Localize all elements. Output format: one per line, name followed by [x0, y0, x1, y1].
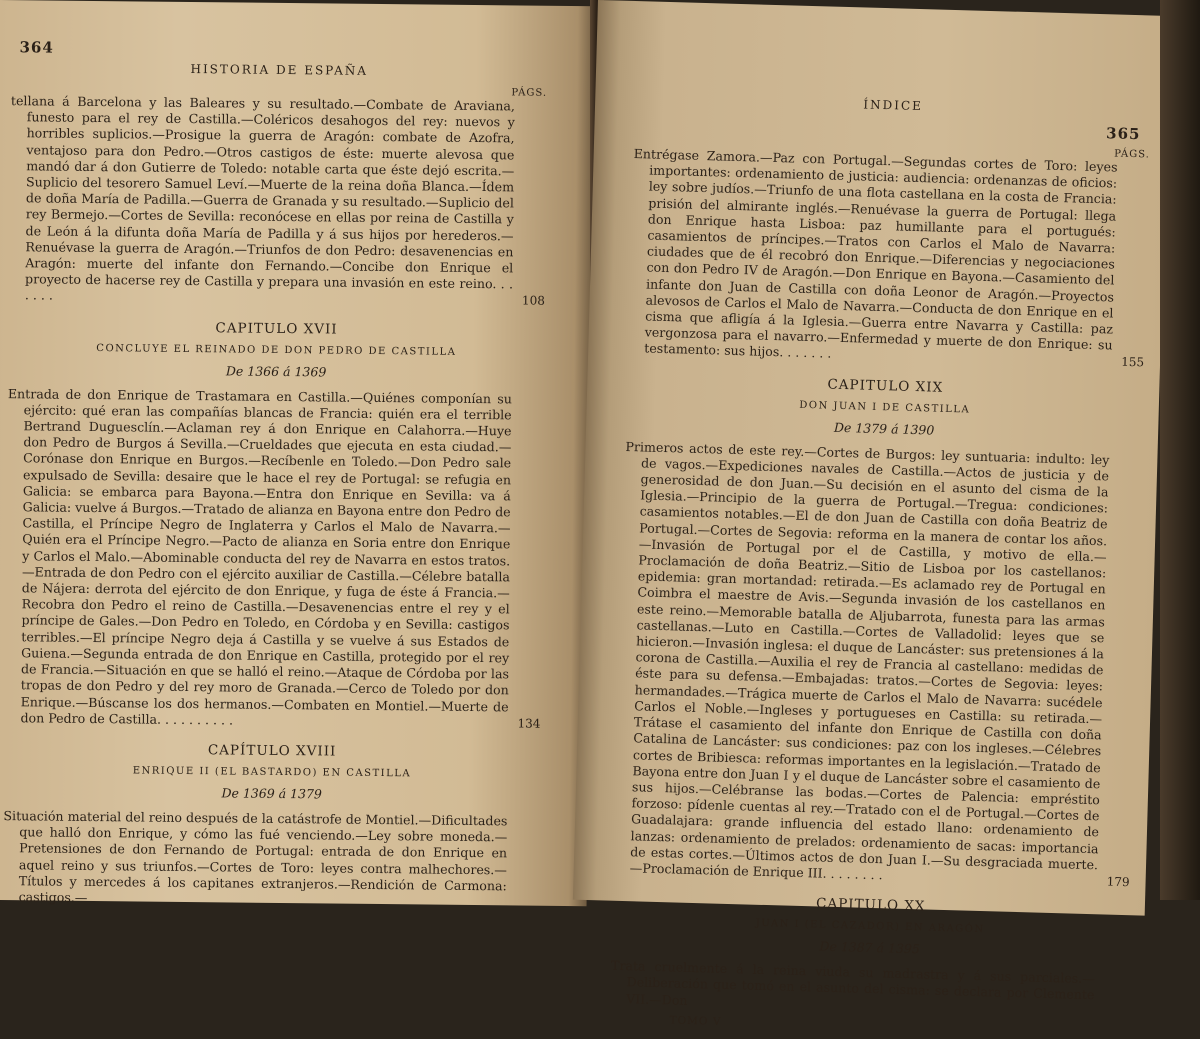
chapter-subtitle: ENRIQUE II (EL BASTARDO) EN CASTILLA [132, 765, 412, 780]
chapter-title: CAPITULO XVII [215, 319, 338, 338]
chapter-dates: De 1387 á 1395 [819, 938, 921, 957]
chapter-subtitle: JUAN I (EL CAZADOR) EN ARAGÓN [755, 917, 985, 936]
page-number: 365 [1105, 124, 1141, 144]
entry-text: Primeros actos de este rey.—Cortes de Burgos: ley suntuaria: indulto: ley de vagos.—Expediciones navales de Castilla.—Actos de justicia y de generosidad de don Juan.—Su decisión en el asunto del cisma de la Iglesia.—Principio de la guerra de Portugal.—Tregua: condiciones: casamientos notables.—El de don Juan de Castilla con doña Beatriz de Portugal.—Cortes de Segovia: reforma en la manera de contar los años.—Invasión de Portugal por el de Castilla, y motivo de ella.—Proclamación de doña Beatriz.—Sitio de Lisboa por los castellanos: epidemia: gran mortandad: retirada.—Es aclamado rey de Portugal en Coimbra el maestre de Avis.—Segunda invasión de los castellanos en este reino.—Memorable batalla de Aljubarrota, funesta para las armas castellanas.—Luto en Castilla.—Cortes de Valladolid: leyes que se hicieron.—Invasión inglesa: el duque de Lancáster: sus pretensiones á la corona de Castilla.—Auxilia el rey de Francia al castellano: medidas de éste para su defensa.—Embajadas: tratos.—Cortes de Segovia: leyes: hermandades.—Trágica muerte de Carlos el Malo de Navarra: sucédele Carlos el Noble.—Ingleses y portugueses en Castilla: su retirada.—Trátase el casamiento del infante don Enrique de Castilla con doña Catalina de Lancáster: sus condiciones: paz con los ingleses.—Célebres cortes de Bribiesca: reformas importantes en la legislación.—Tratado de Bayona entre don Juan I y el duque de Lancáster sobre el casamiento de sus hijos.—Celébranse las bodas.—Cortes de Palencia: empréstito forzoso: pídenle cuentas al rey.—Tratado con el de Portugal.—Cortes de Guadalajara: grande influencia del estado llano: ordenamiento de lanzas: ordenamiento de prelados: ordenamiento de sacas: importancia de estas cortes.—Últimos actos de don Juan I.—Su desgraciada muerte.—Proclamación de Enrique III. . . . . . . . [625, 438, 1110, 883]
book-cover-edge [1160, 0, 1200, 900]
right-page [573, 0, 1170, 1028]
chapter-entry [4, 386, 544, 732]
volume-footer: TOMO V [669, 1014, 722, 1028]
entry-page: 179 [1106, 874, 1130, 890]
entry-continued [628, 146, 1150, 371]
chapter-entry [3, 808, 540, 911]
entry-text: tellana á Barcelona y las Baleares y su resultado.—Combate de Araviana, funesto para el rey de Castilla.—Coléricos desahogos del rey: nuevos y horribles suplicios.—Prosigue la guerra de Aragón: combate de Azofra, ventajoso para don Pedro.—Otros castigos de éste: muerte alevosa que mandó dar á don Gutierre de Toledo: notable carta que éste dejó escrita.—Suplicio del tesorero Samuel Leví.—Muerte de la reina doña Blanca.—Ídem de doña María de Padilla.—Guerra de Granada y su resultado.—Suplicio del rey Bermejo.—Cortes de Sevilla: reconócese en ellas por reina de Castilla y de León á la difunta doña María de Padilla y á sus hijos por herederos.—Renuévase la guerra de Aragón.—Triunfos de don Pedro: desavenencias en Aragón: muerte del infante don Fernando.—Concibe don Enrique el proyecto de hacerse rey de Castilla y prepara una invasión en este reino. . . . . . . [10, 93, 515, 304]
pags-label: PÁGS. [511, 87, 548, 99]
entry-page: 134 [517, 716, 541, 731]
chapter-title: CAPITULO XIX [827, 376, 944, 396]
entry-page: 155 [1120, 355, 1145, 370]
entry-continued [9, 93, 547, 309]
chapter-subtitle: CONCLUYE EL REINADO DE DON PEDRO DE CASTILLA [96, 342, 457, 358]
pags-label: PÁGS. [1114, 148, 1151, 161]
chapter-title: CAPÍTULO XVIII [207, 742, 337, 760]
chapter-title: CAPITULO XX [815, 895, 926, 915]
left-page [0, 0, 596, 906]
left-header [11, 38, 547, 84]
chapter-dates: De 1369 á 1379 [221, 785, 322, 802]
chapter-dates: De 1379 á 1390 [833, 419, 935, 438]
chapter-subtitle: DON JUAN I DE CASTILLA [799, 399, 971, 416]
entry-page: 108 [521, 293, 545, 309]
running-head: ÍNDICE [863, 97, 924, 114]
entry-text: Situación material del reino después de la catástrofe de Montiel.—Dificultades que halló don Enrique, y cómo las fué venciendo.—Ley sobre moneda.—Pretensiones de don Fernando de Portugal: entrada de don Enrique en aquel reino y sus triunfos.—Cortes de Toro: leyes contra malhechores.—Títulos y mercedes á los capitanes extranjeros.—Rendición de Carmona: castigos.— [3, 807, 508, 905]
chapter-entry [614, 439, 1142, 891]
entry-text: Entrada de don Enrique de Trastamara en Castilla.—Quiénes componían su ejército: qué eran las compañías blancas de Francia: quién era el terrible Bertrand Duguesclín.—Aclaman rey á don Enrique en Calahorra.—Huye don Pedro de Burgos á Sevilla.—Crueldades que ejecuta en esta ciudad.—Corónase don Enrique en Burgos.—Recíbenle en Toledo.—Don Pedro sale expulsado de Sevilla: desaire que le hace el rey de Portugal: se refugia en Galicia: se embarca para Bayona.—Entra don Enrique en Sevilla: va á Galicia: vuelve á Burgos.—Tratado de alianza en Bayona entre don Pedro de Castilla, el Príncipe Negro de Inglaterra y Carlos el Malo de Navarra.—Quién era el Príncipe Negro.—Pacto de alianza en Soria entre don Enrique y Carlos el Malo.—Abominable conducta del rey de Navarra en estos tratos.—Entrada de don Pedro con el ejército auxiliar de Castilla.—Célebre batalla de Nájera: derrota del ejército de don Enrique, y fuga de éste á Francia.—Recobra don Pedro el reino de Castilla.—Desavenencias entre el rey y el príncipe de Gales.—Don Pedro en Toledo, en Córdoba y en Sevilla: castigos terribles.—El príncipe Negro deja á Castilla y se vuelve á sus Estados de Guiena.—Segunda entrada de don Enrique en Castilla, protegido por el rey de Francia.—Situación en que se halló el reino.—Ataque de Córdoba por las tropas de don Pedro y del rey moro de Granada.—Cerco de Toledo por don Enrique.—Búscanse los dos hermanos.—Combaten en Montiel.—Muerte de don Pedro de Castilla. . . . . . . . . . [7, 385, 512, 728]
running-head: HISTORIA DE ESPAÑA [190, 61, 369, 78]
chapter-dates: De 1366 á 1369 [225, 363, 327, 380]
chapter-entry [610, 958, 1127, 1021]
page-number: 364 [19, 38, 54, 57]
entry-text: Entrégase Zamora.—Paz con Portugal.—Segundas cortes de Toro: leyes importantes: ordenamiento de justicia: audiencia: ordenanzas de oficios: ley sobre judíos.—Triunfo de una flota castellana en la costa de Francia: prisión del almirante inglés.—Renuévase la guerra de Portugal: llega don Enrique hasta Lisboa: paz humillante para el portugués: casamientos de príncipes.—Tratos con Carlos el Malo de Navarra: ciudades que de él recobró don Enrique.—Diferencias y negociaciones con don Pedro IV de Aragón.—Don Enrique en Bayona.—Casamiento del infante don Juan de Castilla con doña Leonor de Aragón.—Proyectos alevosos de Carlos el Malo de Navarra.—Conducta de don Enrique en el cisma que afligía á la Iglesia.—Guerra entre Navarra y Castilla: paz vergonzosa para el navarro.—Enfermedad y muerte de don Enrique: su testamento: sus hijos. . . . . . . [633, 146, 1118, 362]
entry-text: Trata cruelmente á la reina viuda su madrastra y á sus parciales.—Deliberación que tomó en el asunto del cisma: se declara por Clemente VII.—Don [610, 957, 1096, 1008]
